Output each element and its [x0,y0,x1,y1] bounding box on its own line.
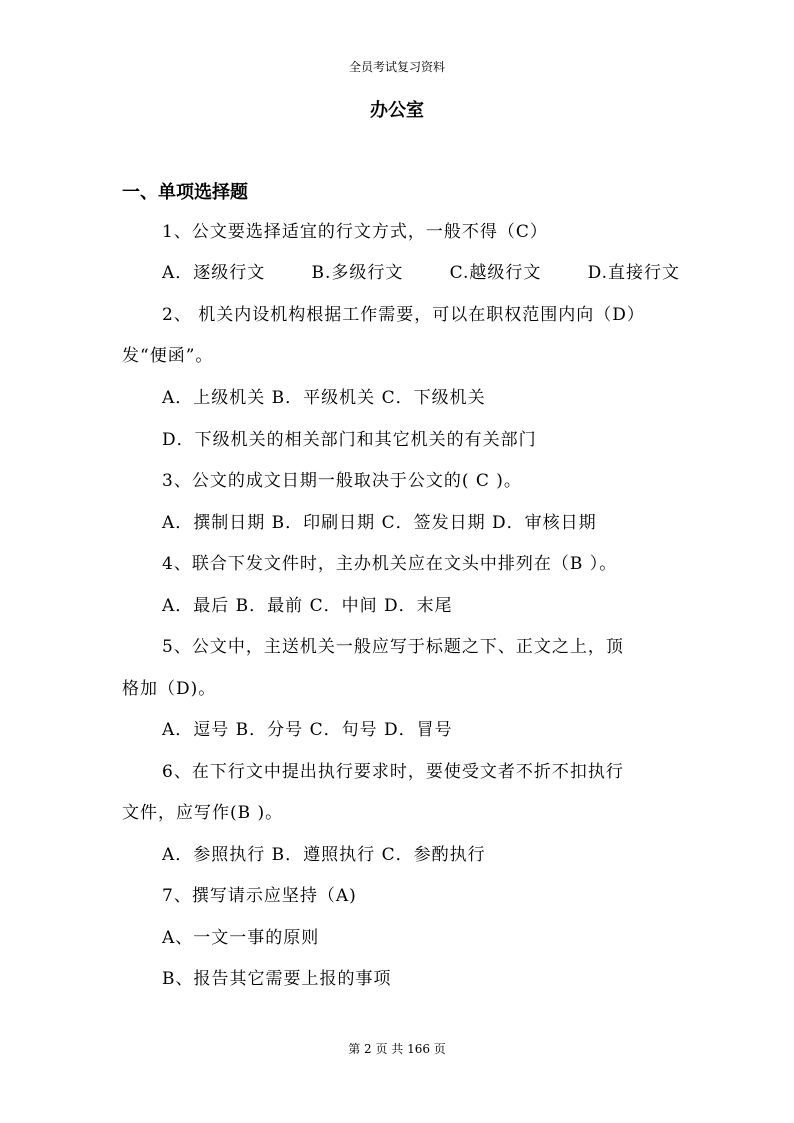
page-title: 办公室 [370,100,424,121]
question-7: 7、撰写请示应坚持（A) [162,886,357,906]
question-6-line2: 文件，应写作(B )。 [122,803,284,823]
section-title: 一、单项选择题 [122,182,248,203]
question-1: 1、公文要选择适宜的行文方式，一般不得（C） [162,222,548,242]
question-7-option-b: B、报告其它需要上报的事项 [162,969,392,989]
question-6-line1: 6、在下行文中提出执行要求时，要使受文者不折不扣执行 [162,762,624,782]
question-2-line2: 发“便函”。 [122,346,214,366]
question-2-options-1: A．上级机关 B．平级机关 C．下级机关 [162,388,486,408]
q1-option-c: C.越级行文 [449,263,542,283]
q1-option-a: A．逐级行文 [162,263,266,283]
question-5-options: A．逗号 B．分号 C．句号 D．冒号 [162,720,453,740]
page-header: 全员考试复习资料 [348,60,445,74]
q1-option-b: B.多级行文 [311,263,404,283]
question-3-options: A．撰制日期 B．印刷日期 C．签发日期 D．审核日期 [162,513,597,533]
question-4: 4、联合下发文件时，主办机关应在文头中排列在（B ）。 [162,554,618,574]
question-1-options [162,261,680,285]
question-7-option-a: A、一文一事的原则 [162,928,320,948]
question-5-line2: 格加（D)。 [122,679,217,699]
question-3: 3、公文的成文日期一般取决于公文的( C )。 [162,471,522,491]
question-6-options: A．参照执行 B．遵照执行 C．参酌执行 [162,845,486,865]
question-5-line1: 5、公文中，主送机关一般应写于标题之下、正文之上，顶 [162,637,624,657]
question-2-options-2: D．下级机关的相关部门和其它机关的有关部门 [162,430,537,450]
question-4-options: A．最后 B．最前 C．中间 D．末尾 [162,596,453,616]
q1-option-d: D.直接行文 [587,263,680,283]
question-2-line1: 2、 机关内设机构根据工作需要，可以在职权范围内向（D） [162,305,645,325]
page-footer: 第 2 页 共 166 页 [348,1042,446,1056]
